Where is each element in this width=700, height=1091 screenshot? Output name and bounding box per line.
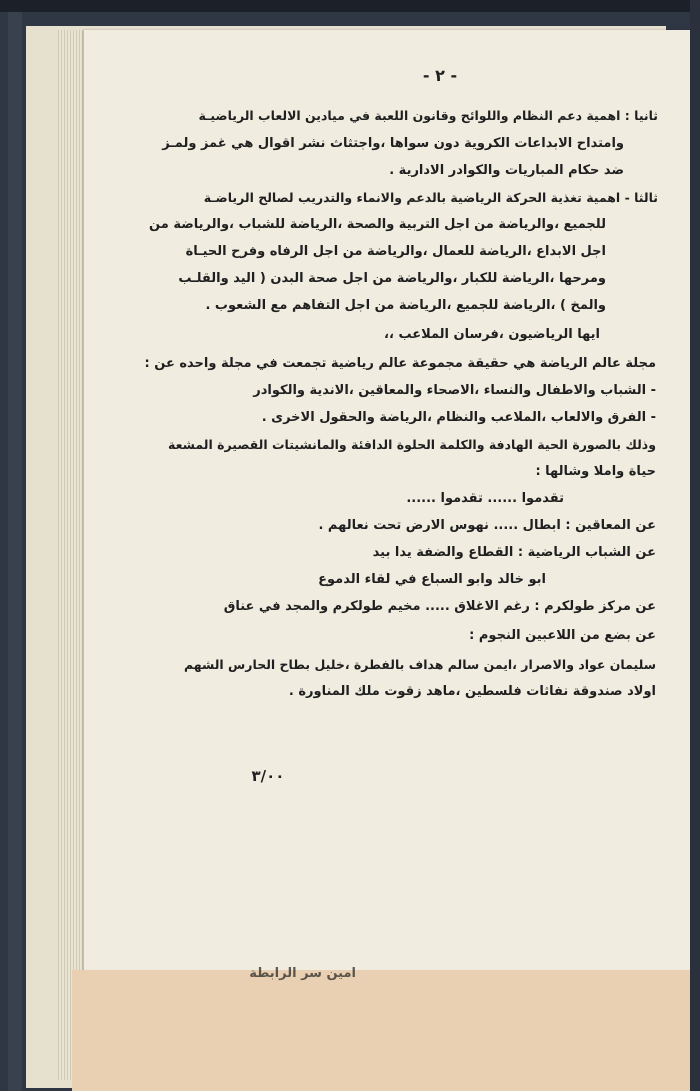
text-line: - الفرق والالعاب ،الملاعب والنظام ،الرياضة والحقول الاخرى . (261, 410, 656, 425)
binder-spine (8, 12, 22, 1091)
text-line: ايها الرياضيون ،فرسان الملاعب ،، (384, 327, 600, 342)
text-line: مجلة عالم الرياضة هي حقيقة مجموعة عالم رياضية تجمعت في مجلة واحده عن : (144, 356, 656, 371)
text-line: ابو خالد وابو السباع في لقاء الدموع (318, 572, 546, 587)
page-number: - ٢ - (422, 66, 458, 85)
scan-top-edge (0, 0, 700, 12)
text-line: اجل الابداع ،الرياضة للعمال ،والرياضة من اجل الرفاه وفرح الحيـاة (185, 244, 606, 259)
text-line: - الشباب والاطفال والنساء ،الاصحاء والمعاقين ،الاندية والكوادر (253, 383, 656, 398)
text-line: للجميع ،والرياضة من اجل التربية والصحة ،الرياضة للشباب ،والرياضة من (149, 217, 606, 232)
text-line: ثالثا - اهمية تغذية الحركة الرياضية بالدعم والانماء والتدريب لصالح الرياضـة (203, 190, 658, 205)
bleed-through-text: امين سر الرابطة (249, 966, 356, 981)
text-line: تقدموا ...... تقدموا ...... (406, 491, 564, 506)
scan-right-edge (690, 0, 700, 1091)
text-line: اولاد صندوقة نفاثات فلسطين ،ماهد زقوت ملك المناورة . (288, 684, 656, 699)
text-line: عن الشباب الرياضية : القطاع والضفة يدا بيد (372, 545, 656, 560)
text-line: ثانيا : اهمية دعم النظام واللوائح وقانون اللعبة في ميادين الالعاب الرياضيـة (198, 108, 658, 123)
text-line: وامتداح الابداعات الكروية دون سواها ،واجتثاث نشر اقوال هي غمز ولمـز (162, 136, 624, 151)
text-line: وذلك بالصورة الحية الهادفة والكلمة الحلوة الدافئة والمانشيتات القصيرة المشعة (168, 437, 656, 452)
text-line: عن بضع من اللاعبين النجوم : (469, 628, 656, 643)
underlying-page (72, 970, 700, 1091)
text-line: سليمان عواد والاصرار ،ايمن سالم هداف بالفطرة ،خليل بطاح الحارس الشهم (183, 657, 656, 672)
text-line: والمخ ) ،الرياضة للجميع ،الرياضة من اجل التفاهم مع الشعوب . (205, 298, 606, 313)
text-line: ومرحها ،الرياضة للكبار ،والرياضة من اجل صحة البدن ( اليد والقلـب (178, 271, 606, 286)
text-line: عن مركز طولكرم : رغم الاغلاق ..... مخيم طولكرم والمجد في عناق (223, 599, 656, 614)
text-line: حياة واملا وشالها : (535, 464, 656, 479)
text-line: عن المعاقين : ابطال ..... نهوس الارض تحت نعالهم . (318, 518, 656, 533)
footer-page-marker: ٣/٠٠ (251, 767, 285, 785)
text-line: ضد حكام المباريات والكوادر الادارية . (389, 163, 624, 178)
